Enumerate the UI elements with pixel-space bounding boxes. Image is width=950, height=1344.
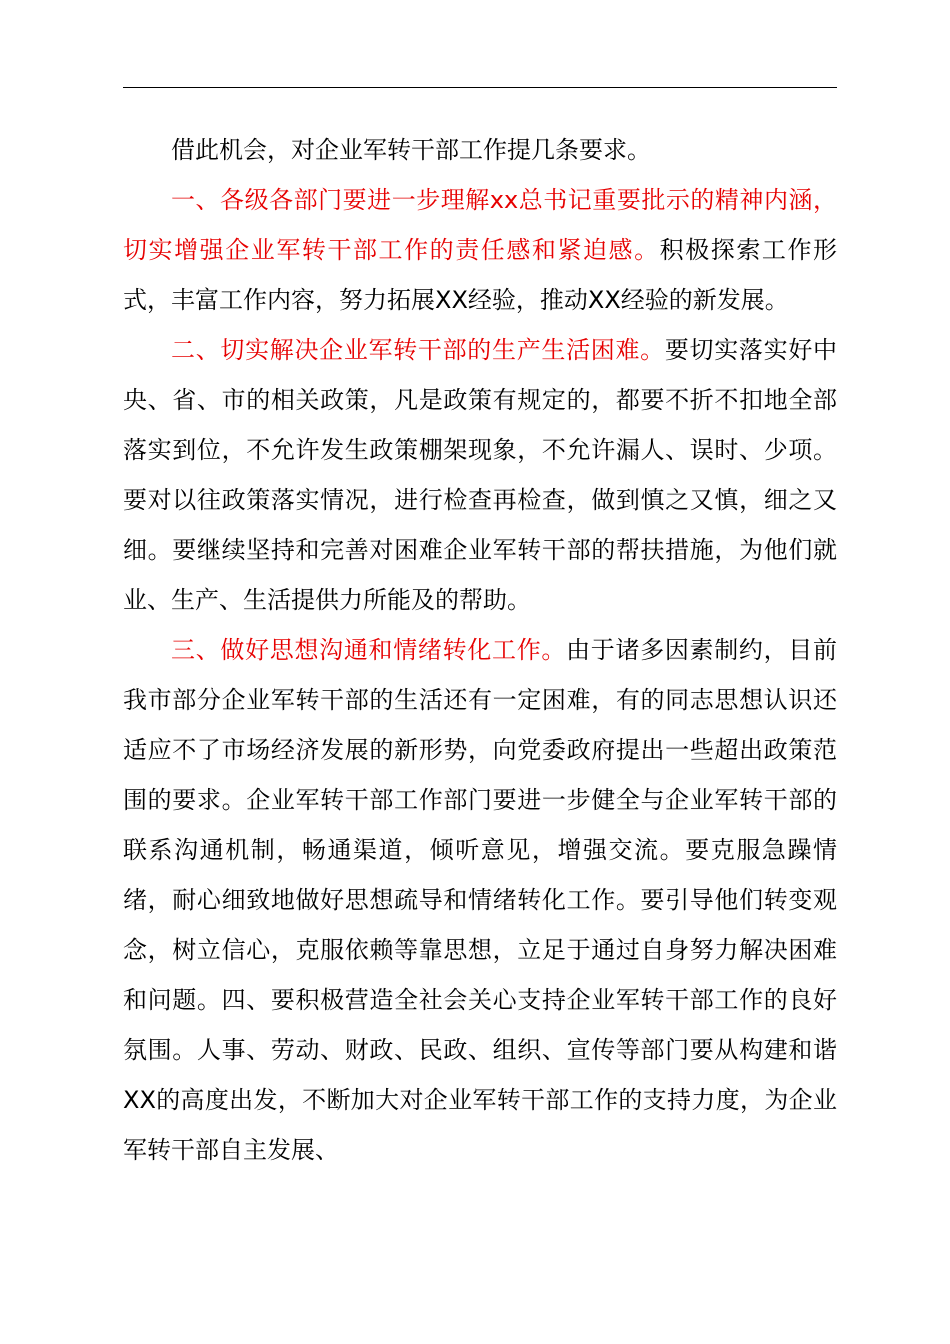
paragraph-text: 积极探索工作形式，丰富工作内容，努力拓展XX经验，推动XX经验的新发展。 (123, 236, 838, 314)
paragraph-intro (123, 125, 837, 175)
paragraph-text: 由于诸多因素制约，目前我市部分企业军转干部的生活还有一定困难，有的同志思想认识还适应不了市场经济发展的新形势，向党委政府提出一些超出政策范围的要求。企业军转干部工作部门要进一步健全与企业军转干部的联系沟通机制，畅通渠道，倾听意见，增强交流。要克服急躁情绪，耐心细致地做好思想疏导和情绪转化工作。要引导他们转变观念，树立信心，克服依赖等靠思想，立足于通过自身努力解决困难和问题。四、要积极营造全社会关心支持企业军转干部工作的良好氛围。人事、劳动、财政、民政、组织、宣传等部门要从构建和谐XX的高度出发，不断加大对企业军转干部工作的支持力度，为企业军转干部自主发展、 (123, 636, 838, 1164)
paragraph-heading: 二、切实解决企业军转干部的生产生活困难。 (171, 336, 665, 364)
paragraph-point-3 (123, 625, 837, 1175)
paragraph-text: 要切实落实好中央、省、市的相关政策，凡是政策有规定的，都要不折不扣地全部落实到位，不允许发生政策棚架现象，不允许漏人、误时、少项。要对以往政策落实情况，进行检查再检查，做到慎之又慎，细之又细。要继续坚持和完善对困难企业军转干部的帮扶措施，为他们就业、生产、生活提供力所能及的帮助。 (123, 336, 838, 614)
paragraph-heading: 三、做好思想沟通和情绪转化工作。 (171, 636, 567, 664)
paragraph-heading: 一、各级各部门要进一步理解xx总书记重要批示的精神内涵，切实增强企业军转干部工作的责任感和紧迫感。 (123, 186, 837, 264)
paragraph-text: 借此机会，对企业军转干部工作提几条要求。 (171, 136, 651, 164)
header-rule (123, 87, 837, 88)
document-body (123, 125, 837, 1175)
paragraph-point-1 (123, 175, 837, 325)
paragraph-point-2 (123, 325, 837, 625)
